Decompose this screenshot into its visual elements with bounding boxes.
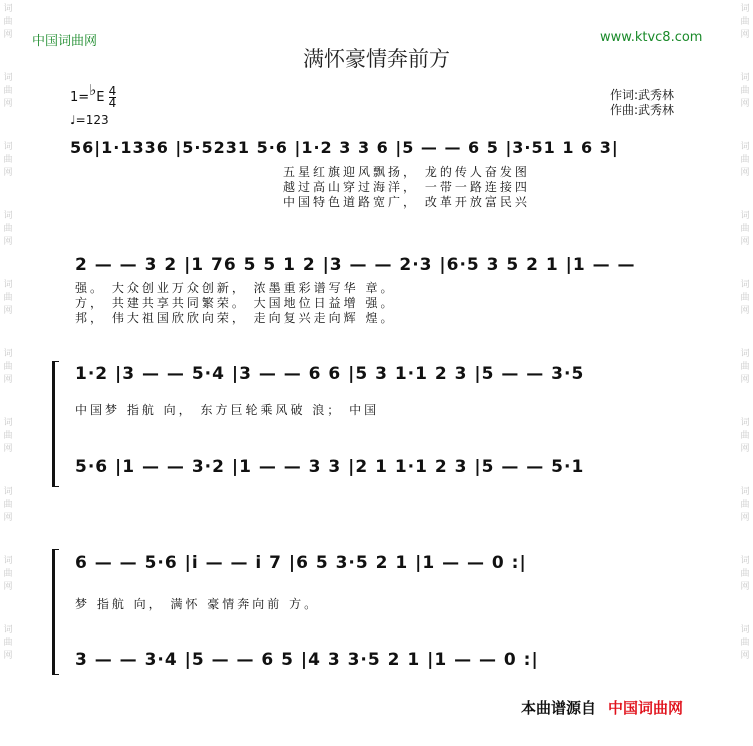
lyricist-credit: 作词:武秀林 — [610, 88, 675, 102]
upper-part-notes: 1·2 |3 — — 5·4 |3 — — 6 6 |5 3 1·1 2 3 |5 — — 3·5 — [75, 364, 585, 384]
notes-row: 56|1·1336 |5·5231 5·6 |1·2 3 3 6 |5 — — 6 5 |3·51 1 6 3| — [70, 138, 619, 157]
watermark-left: 词 曲 网 词 曲 网 词 曲 网 词 曲 网 词 曲 网 词 曲 网 词 曲 网 词 曲 网 词 曲 网 词 曲 网 — [3, 4, 13, 661]
lyrics-verse-2: 越过高山穿过海洋， 一带一路连接四 — [283, 180, 530, 194]
composer-credit: 作曲:武秀林 — [610, 103, 675, 117]
lyrics-verse-3: 中国特色道路宽广， 改革开放富民兴 — [283, 195, 530, 209]
time-signature: $\frac{4}{4}$ — [108, 84, 117, 110]
watermark-right: 词 曲 网 词 曲 网 词 曲 网 词 曲 网 词 曲 网 词 曲 网 词 曲 网 词 曲 网 词 曲 网 词 曲 网 — [740, 4, 750, 661]
notes-row: 2 — — 3 2 |1 76 5 5 1 2 |3 — — 2·3 |6·5 3 5 2 1 |1 — — — [75, 255, 636, 275]
upper-part-notes: 6 — — 5·6 |i — — i 7 |6 5 3·5 2 1 |1 — — 0 :| — [75, 553, 527, 573]
lyrics-line: 中国梦 指航 向， 东方巨轮乘风破 浪； 中国 — [75, 403, 380, 417]
system-brace — [52, 549, 59, 675]
source-brand-link[interactable]: 中国词曲网 — [608, 699, 684, 717]
site-name-link[interactable]: 中国词曲网 — [32, 34, 98, 49]
lyrics-verse-2: 方， 共建共享共同繁荣。 大国地位日益增 强。 — [75, 296, 396, 310]
site-url-link[interactable]: www.ktvc8.com — [600, 30, 703, 45]
tempo-marking: ♩=123 — [70, 113, 109, 127]
lower-part-notes: 3 — — 3·4 |5 — — 6 5 |4 3 3·5 2 1 |1 — — 0 :| — [75, 650, 539, 670]
lyrics-line: 梦 指航 向， 满怀 豪情奔向前 方。 — [75, 597, 320, 611]
flat-symbol: ♭ — [89, 81, 97, 99]
lyrics-verse-1: 强。 大众创业万众创新， 浓墨重彩谱写华 章。 — [75, 281, 396, 295]
key-signature: 1=♭E $\frac{4}{4}$ — [70, 81, 117, 110]
lyrics-verse-1: 五星红旗迎风飘扬， 龙的传人奋发图 — [283, 165, 530, 179]
system-brace — [52, 361, 59, 487]
lower-part-notes: 5·6 |1 — — 3·2 |1 — — 3 3 |2 1 1·1 2 3 |5 — — 5·1 — [75, 457, 585, 477]
source-attribution: 本曲谱源自 中国词曲网 — [521, 699, 684, 717]
song-title: 满怀豪情奔前方 — [303, 47, 450, 71]
lyrics-verse-3: 邦， 伟大祖国欣欣向荣， 走向复兴走向辉 煌。 — [75, 311, 396, 325]
